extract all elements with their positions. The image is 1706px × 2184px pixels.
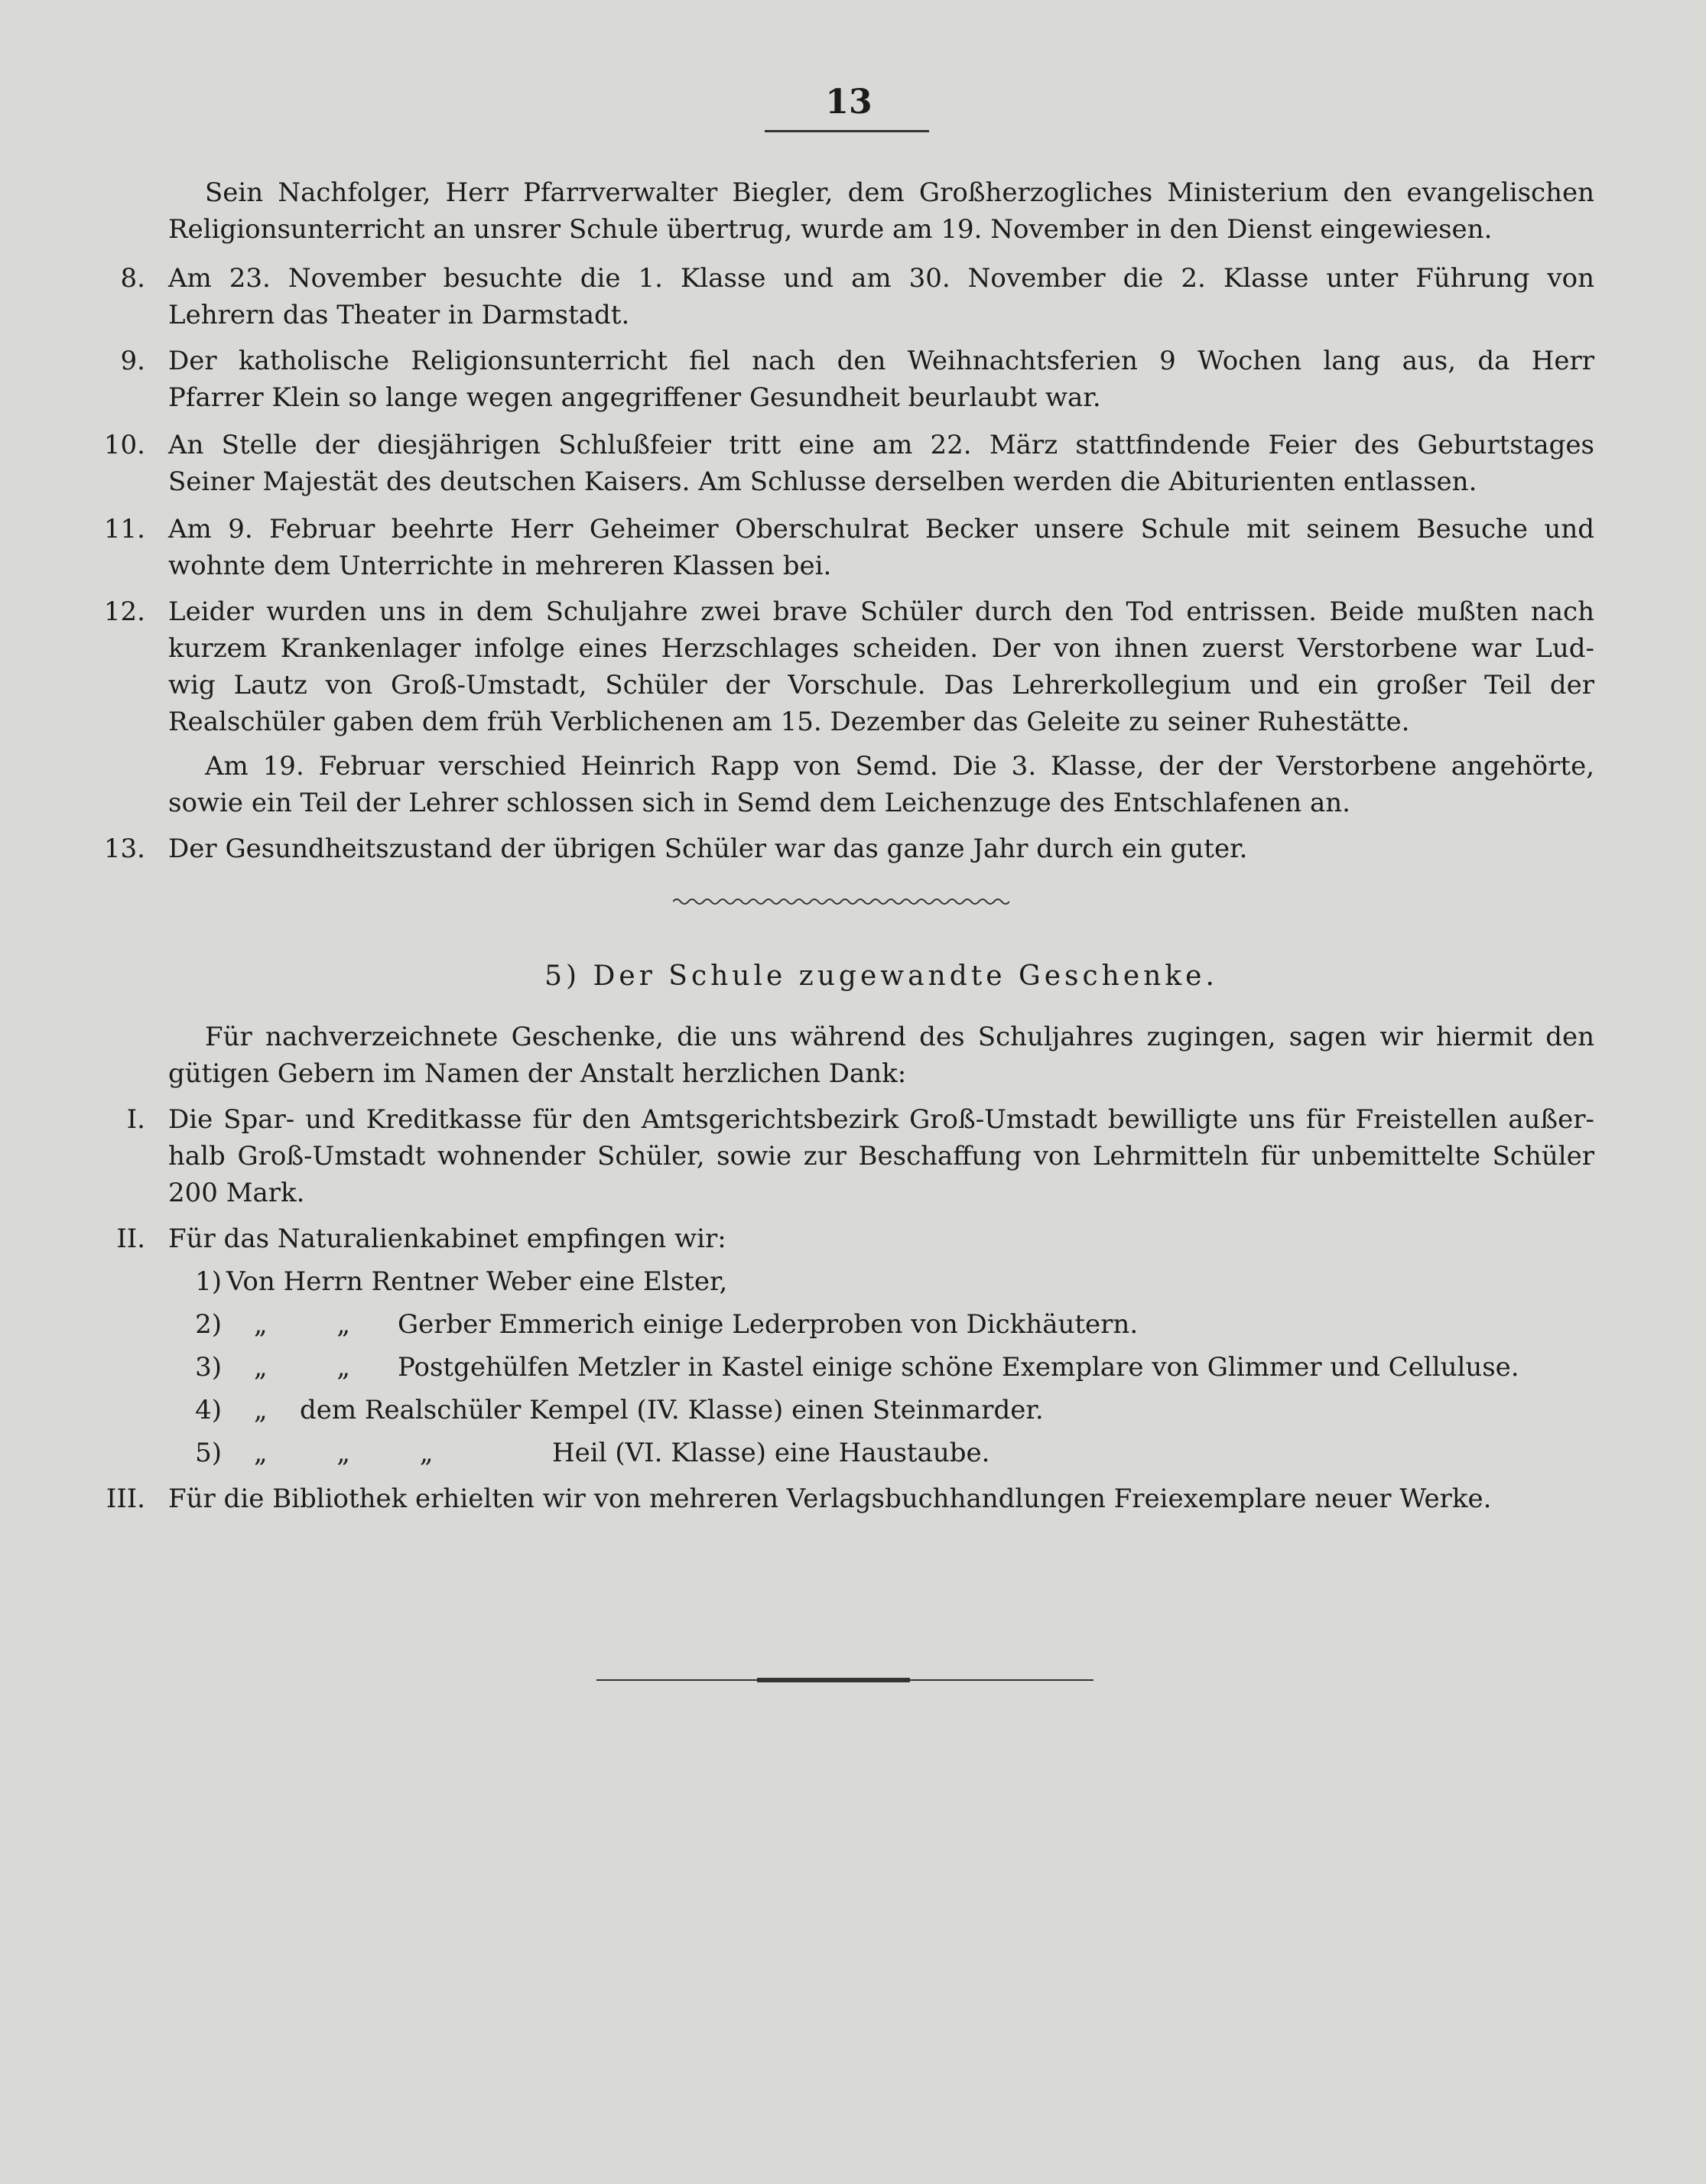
item-line: Am 19. Februar verschied Heinrich Rapp von Semd. Die 3. Klasse, der der Verstorbene angehörte, bbox=[205, 751, 1594, 782]
wavy-separator bbox=[673, 896, 1009, 907]
item-line: Seiner Majestät des deutschen Kaisers. Am Schlusse derselben werden die Abiturienten entlassen. bbox=[168, 466, 1477, 497]
ditto-marks: „ „ bbox=[254, 1309, 351, 1340]
ditto-marks: „ bbox=[254, 1395, 268, 1425]
intro-line: Sein Nachfolger, Herr Pfarrverwalter Biegler, dem Großherzogliches Ministerium den evangelischen bbox=[205, 177, 1594, 208]
item-line: sowie ein Teil der Lehrer schlossen sich in Semd dem Leichenzuge des Entschlafenen an. bbox=[168, 788, 1350, 818]
item-line: Realschüler gaben dem früh Verblichenen am 15. Dezember das Geleite zu seiner Ruhestätte. bbox=[168, 707, 1410, 737]
item-number: 8. bbox=[120, 263, 145, 294]
ditto-marks: „ „ „ bbox=[254, 1438, 434, 1468]
gift-number: III. bbox=[106, 1484, 145, 1514]
item-line: wohnte dem Unterrichte in mehreren Klassen bei. bbox=[168, 551, 832, 581]
gift-line: 200 Mark. bbox=[168, 1178, 305, 1208]
sub-gift-number: 2) bbox=[195, 1309, 222, 1340]
intro-line: Religionsunterricht an unsrer Schule übertrug, wurde am 19. November in den Dienst eingewiesen. bbox=[168, 214, 1493, 245]
item-line: An Stelle der diesjährigen Schlußfeier tritt eine am 22. März stattfindende Feier des Geburtstages bbox=[168, 430, 1594, 460]
page-number-rule bbox=[765, 130, 929, 132]
section-intro-line: gütigen Gebern im Namen der Anstalt herzlichen Dank: bbox=[168, 1058, 907, 1089]
section-intro-line: Für nachverzeichnete Geschenke, die uns während des Schuljahres zugingen, sagen wir hiermit den bbox=[205, 1022, 1594, 1052]
gift-number: I. bbox=[126, 1104, 145, 1135]
sub-gift-number: 4) bbox=[195, 1395, 222, 1425]
item-number: 13. bbox=[103, 834, 145, 864]
gift-line: halb Groß-Umstadt wohnender Schüler, sowie zur Beschaffung von Lehrmitteln für unbemittelte Schüler bbox=[168, 1141, 1594, 1172]
gift-line: Für die Bibliothek erhielten wir von mehreren Verlagsbuchhandlungen Freiexemplare neuer Werke. bbox=[168, 1484, 1492, 1514]
sub-gift-text: Postgehülfen Metzler in Kastel einige schöne Exemplare von Glimmer und Celluluse. bbox=[398, 1352, 1519, 1383]
sub-gift-text: dem Realschüler Kempel (IV. Klasse) einen Steinmarder. bbox=[300, 1395, 1044, 1425]
sub-gift-number: 3) bbox=[195, 1352, 222, 1383]
gift-number: II. bbox=[116, 1224, 145, 1254]
gift-line: Die Spar- und Kreditkasse für den Amtsgerichtsbezirk Groß-Umstadt bewilligte uns für Freistellen außer- bbox=[168, 1104, 1594, 1135]
item-number: 10. bbox=[103, 430, 145, 460]
item-line: Pfarrer Klein so lange wegen angegriffener Gesundheit beurlaubt war. bbox=[168, 382, 1101, 413]
sub-gift-number: 5) bbox=[195, 1438, 222, 1468]
item-line: wig Lautz von Groß-Umstadt, Schüler der Vorschule. Das Lehrerkollegium und ein großer Teil der bbox=[168, 670, 1594, 700]
gift-line: Für das Naturalienkabinet empfingen wir: bbox=[168, 1224, 726, 1254]
sub-gift-text: Heil (VI. Klasse) eine Haustaube. bbox=[552, 1438, 990, 1468]
item-number: 12. bbox=[103, 596, 145, 627]
sub-gift-text: Gerber Emmerich einige Lederproben von Dickhäutern. bbox=[398, 1309, 1139, 1340]
sub-gift-text: Von Herrn Rentner Weber eine Elster, bbox=[226, 1266, 728, 1297]
item-line: Am 9. Februar beehrte Herr Geheimer Oberschulrat Becker unsere Schule mit seinem Besuche und bbox=[168, 514, 1594, 544]
item-line: Der katholische Religionsunterricht fiel nach den Weihnachtsferien 9 Wochen lang aus, da Herr bbox=[168, 346, 1594, 376]
item-number: 11. bbox=[103, 514, 145, 544]
bottom-rule-center bbox=[757, 1678, 910, 1682]
item-line: Am 23. November besuchte die 1. Klasse und am 30. November die 2. Klasse unter Führung von bbox=[168, 263, 1594, 294]
section-heading: 5) Der Schule zugewandte Geschenke. bbox=[544, 960, 1218, 992]
item-line: Der Gesundheitszustand der übrigen Schüler war das ganze Jahr durch ein guter. bbox=[168, 834, 1248, 864]
page-number: 13 bbox=[825, 83, 872, 122]
item-number: 9. bbox=[120, 346, 145, 376]
ditto-marks: „ „ bbox=[254, 1352, 351, 1383]
item-line: kurzem Krankenlager infolge eines Herzschlages scheiden. Der von ihnen zuerst Verstorbene war Lud- bbox=[168, 633, 1594, 664]
item-line: Leider wurden uns in dem Schuljahre zwei brave Schüler durch den Tod entrissen. Beide mußten nach bbox=[168, 596, 1594, 627]
sub-gift-number: 1) bbox=[195, 1266, 222, 1297]
item-line: Lehrern das Theater in Darmstadt. bbox=[168, 300, 630, 330]
